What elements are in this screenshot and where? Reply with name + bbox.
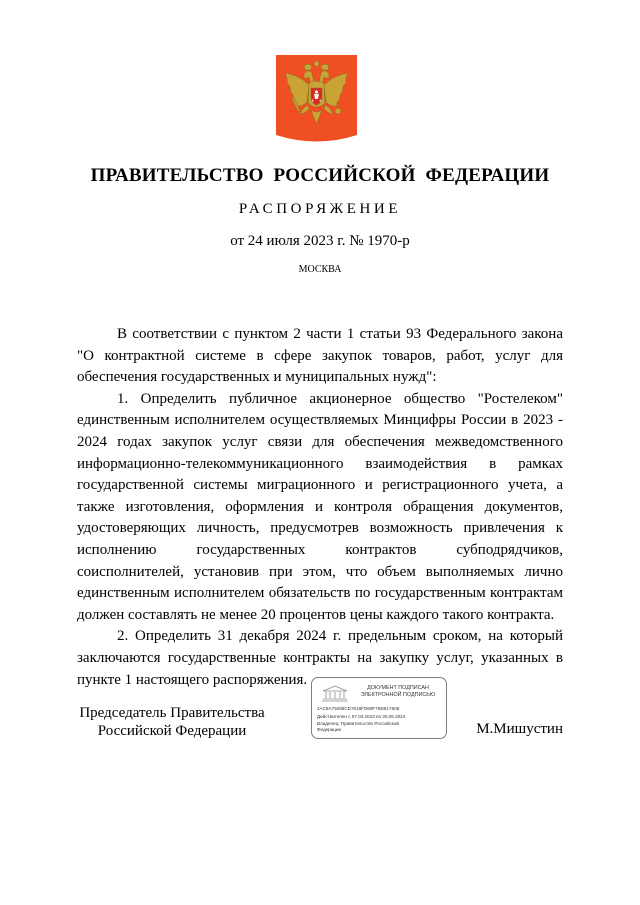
paragraph-preamble: В соответствии с пунктом 2 части 1 статьи 93 Федерального закона "О контрактной системе в сфере закупок товаров, работ, услуг для обеспечения государственных и муниципальных нужд": <box>77 326 563 386</box>
stamp-certificate: 2AC9A79285CD7616FD69F76EB1760E <box>317 706 400 711</box>
stamp-validity: Действителен с 07.03.2023 по 30.05.2024 <box>317 714 406 719</box>
document-type: РАСПОРЯЖЕНИЕ <box>238 201 402 217</box>
signer-position <box>77 704 267 740</box>
stamp-owner-line2: Федерации <box>317 727 342 732</box>
government-title: ПРАВИТЕЛЬСТВО РОССИЙСКОЙ ФЕДЕРАЦИИ <box>90 165 550 186</box>
signer-name: М.Мишустин <box>476 721 563 737</box>
stamp-heading-line2: ЭЛЕКТРОННОЙ ПОДПИСЬЮ <box>360 692 436 698</box>
signer-position-line1: Председатель Правительства <box>79 705 265 721</box>
stamp-heading <box>354 685 442 699</box>
document-date-number: от 24 июля 2023 г. № 1970-р <box>230 233 410 249</box>
stamp-heading-line1: ДОКУМЕНТ ПОДПИСАН <box>367 685 429 691</box>
signer-position-line2: Российской Федерации <box>97 723 247 739</box>
russian-coat-of-arms-icon <box>276 55 357 146</box>
stamp-owner-line1: Владелец: Правительство Российской <box>317 721 399 726</box>
document-city: МОСКВА <box>298 264 342 275</box>
document-body <box>77 324 563 691</box>
government-building-icon <box>317 683 353 703</box>
paragraph-item-1: 1. Определить публичное акционерное общество "Ростелеком" единственным исполнителем осуществляемых Минцифры России в 2023 - 2024 годах закупок услуг связи для обеспечения межведомственного информационно-телекоммуникационного взаимодействия в рамках государственной системы миграционного и регистрационного учета, а также изготовления, оформления и контроля обращения документов, удостоверяющих личность, предусмотрев возможность привлечения к исполнению государственных контрактов субподрядчиков, соисполнителей, установив при этом, что объем выполняемых лично единственным исполнителем обязательств по государственным контрактам должен составлять не менее 20 процентов цены каждого такого контракта. <box>77 390 563 623</box>
paragraph-item-2: 2. Определить 31 декабря 2024 г. предельным сроком, на который заключаются государственные контракты на закупку услуг, указанных в пункте 1 настоящего распоряжения. <box>77 628 563 688</box>
electronic-signature-stamp <box>311 677 447 739</box>
